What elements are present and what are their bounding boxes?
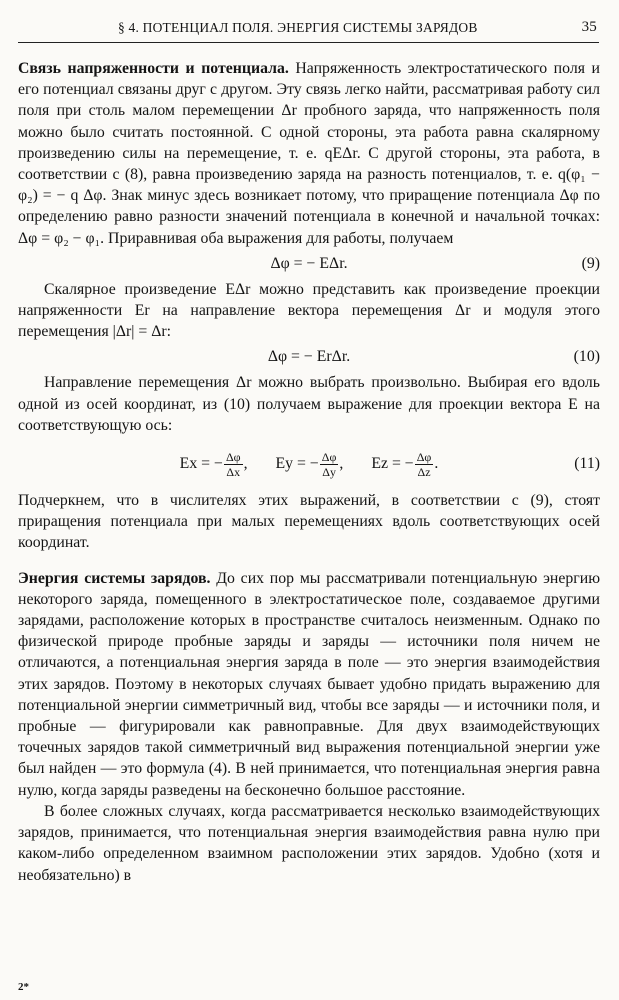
printer-signature-mark: 2* (18, 981, 29, 993)
paragraph-displacement-direction: Направление перемещения Δr можно выбрать произвольно. Выбирая его вдоль одной из осей координат, из (10) получаем выражение для проекции вектора E на соответствующую ось: (18, 374, 600, 434)
page-number: 35 (581, 19, 597, 35)
equation-9 (18, 250, 600, 278)
paragraph-scalar-product: Скалярное произведение EΔr можно представить как произведение проекции напряженности Er на направление вектора перемещения Δr и модуля этого перемещения |Δr| = Δr: (18, 280, 600, 341)
equation-11-y-component: Ey = − $\frac{\Delta\varphi}{\Delta y}$ , (275, 449, 344, 479)
equation-11-expression (168, 440, 451, 488)
paragraph-numerators-note: Подчеркнем, что в числителях этих выражений, в соответствии с (9), стоят приращения потенциала при малых перемещениях вдоль соответствующих осей координат. (18, 492, 600, 552)
running-header (18, 16, 599, 43)
paragraph-field-potential-relation: Связь напряженности и потенциала. Напряженность электростатического поля и его потенциал связаны друг с другом. Эту связь легко найти, рассматривая работу сил поля при столь малом перемещении Δr пробного заряда, что напряженность поля можно было считать постоянной. С одной стороны, эта работа равна скалярному произведению силы на перемещение, т. е. qEΔr. С другой стороны, эта работа, в соответствии с (8), равна произведению заряда на разность потенциалов, т. е. q(φ₁ − φ₂) = − q Δφ. Знак минус здесь возникает потому, что приращение потенциала Δφ по определению равно разности значений потенциала в конечной и начальной точках: Δφ = φ₂ − φ₁. Приравнивая оба выражения для работы, получаем (18, 60, 600, 247)
equation-10-number: (10) (573, 348, 600, 366)
section-heading-field-potential: Связь напряженности и потенциала. (18, 60, 289, 77)
equation-11 (18, 440, 600, 488)
equation-10 (18, 343, 600, 371)
paragraph-system-energy: Энергия системы зарядов. До сих пор мы рассматривали потенциальную энергию некоторого заряда, помещенного в электростатическое поле, создаваемое другими зарядами, расположение которых в пространстве считалось неизменным. Однако по физической природе пробные заряды и заряды — источники поля ничем не отличаются, а потенциальная энергия заряда в поле — это энергия взаимодействия этих зарядов. Поэтому в некоторых случаях бывает удобно придать выражению для потенциальной энергии симметричный вид, чтобы все заряды — и источники поля, и пробные — фигурировали как равноправные. Для двух взаимодействующих точечных зарядов такой симметричный вид выражения потенциальной энергии уже был найден — это формула (4). В ней принимается, что потенциальная энергия равна нулю, когда заряды разведены на бесконечно большое расстояние. (18, 569, 600, 799)
equation-9-number: (9) (581, 254, 600, 272)
page-body (18, 58, 600, 886)
equation-11-x-component: Ex = − $\frac{\Delta\varphi}{\Delta x}$ , (179, 449, 248, 479)
equation-10-expression: Δφ = − ErΔr. (267, 348, 351, 366)
equation-9-expression: Δφ = − EΔr. (270, 254, 348, 272)
paragraph-complex-cases: В более сложных случаях, когда рассматривается несколько взаимодействующих зарядов, принимается, что потенциальная энергия взаимодействия равна нулю при каком-либо определенном взаимном расположении этих зарядов. Удобно (хотя и необязательно) в (18, 802, 600, 884)
equation-11-z-component: Ez = − $\frac{\Delta\varphi}{\Delta z}$ . (371, 449, 439, 479)
section-heading-system-energy: Энергия системы зарядов. (18, 569, 211, 587)
running-title: § 4. ПОТЕНЦИАЛ ПОЛЯ. ЭНЕРГИЯ СИСТЕМЫ ЗАРЯДОВ (118, 20, 478, 35)
equation-11-number: (11) (574, 455, 600, 473)
